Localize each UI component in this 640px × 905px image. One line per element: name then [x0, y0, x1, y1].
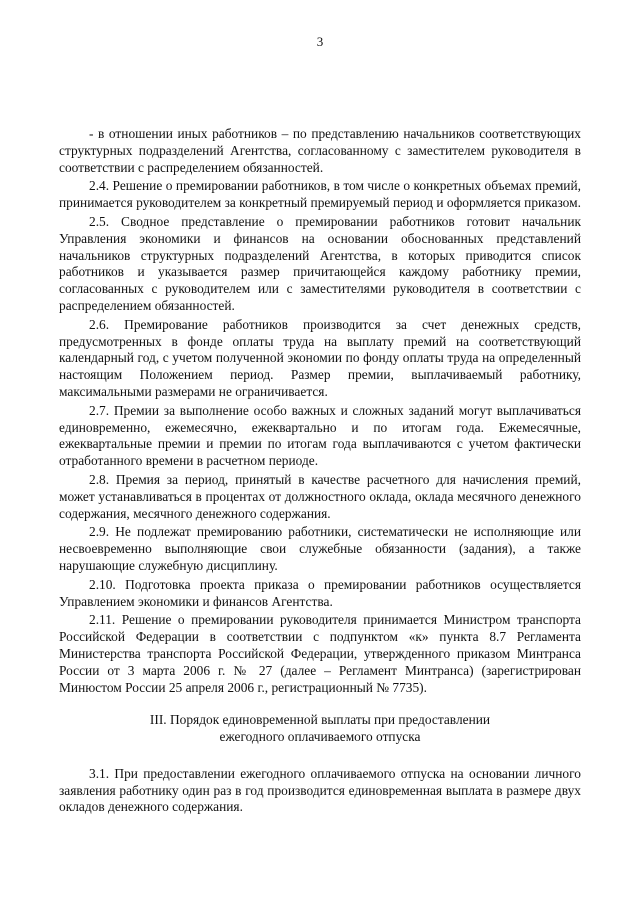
paragraph-2-11: 2.11. Решение о премировании руководителя принимается Министром транспорта Российской Федерации в соответствии с подпунктом «к» пункта 8.7 Регламента Министерства транспорта Российской Федерации, утвержденного приказом Минтранса России от 3 марта 2006 г. № 27 (далее – Регламент Минтранса) (зарегистрирован Минюстом России 25 апреля 2006 г., регистрационный № 7735).	[59, 612, 581, 695]
page-number: 3	[316, 34, 324, 49]
paragraph-item-other-employees: - в отношении иных работников – по представлению начальников соответствующих структурных подразделений Агентства, согласованному с заместителем руководителя в соответствии с распределением обязанностей.	[59, 126, 581, 175]
document-body	[59, 126, 581, 818]
paragraph-3-1: 3.1. При предоставлении ежегодного оплачиваемого отпуска на основании личного заявления работнику один раз в год производится единовременная выплата в размере двух окладов денежного содержания.	[59, 765, 581, 815]
paragraph-2-7: 2.7. Премии за выполнение особо важных и сложных заданий могут выплачиваться единовременно, ежемесячно, ежеквартально и по итогам года. Ежемесячные, ежеквартальные премии и премии по итогам года выплачиваются с учетом фактически отработанного времени в расчетном периоде.	[59, 402, 581, 469]
paragraph-2-6: 2.6. Премирование работников производится за счет денежных средств, предусмотренных в фонде оплаты труда на выплату премий на соответствующий календарный год, с учетом полученной экономии по фонду оплаты труда на определенный настоящим Положением период. Размер премии, выплачиваемый работнику, максимальными размерами не ограничивается.	[59, 316, 581, 399]
section-title-line-2: ежегодного оплачиваемого отпуска	[219, 729, 421, 745]
paragraph-2-10: 2.10. Подготовка проекта приказа о премировании работников осуществляется Управлением экономики и финансов Агентства.	[59, 576, 581, 609]
paragraph-2-8: 2.8. Премия за период, принятый в качестве расчетного для начисления премий, может устанавливаться в процентах от должностного оклада, оклада месячного денежного содержания, месячного денежного содержания.	[59, 471, 581, 521]
paragraph-2-9: 2.9. Не подлежат премированию работники, систематически не исполняющие или несвоевременно выполняющие свои служебные обязанности (задания), а также нарушающие служебную дисциплину.	[59, 524, 581, 573]
section-title	[59, 712, 581, 746]
section-title-line-1: III. Порядок единовременной выплаты при предоставлении	[149, 712, 491, 728]
paragraph-2-5: 2.5. Сводное представление о премировании работников готовит начальник Управления экономики и финансов на основании обоснованных представлений начальников структурных подразделений Агентства, в которых приводится список работников и указывается размер причитающейся каждому работнику премии, согласованных с руководителем или с заместителями руководителя в соответствии с распределением обязанностей.	[59, 213, 581, 313]
paragraph-2-4: 2.4. Решение о премировании работников, в том числе о конкретных объемах премий, принимается руководителем за конкретный премируемый период и оформляется приказом.	[59, 178, 581, 211]
